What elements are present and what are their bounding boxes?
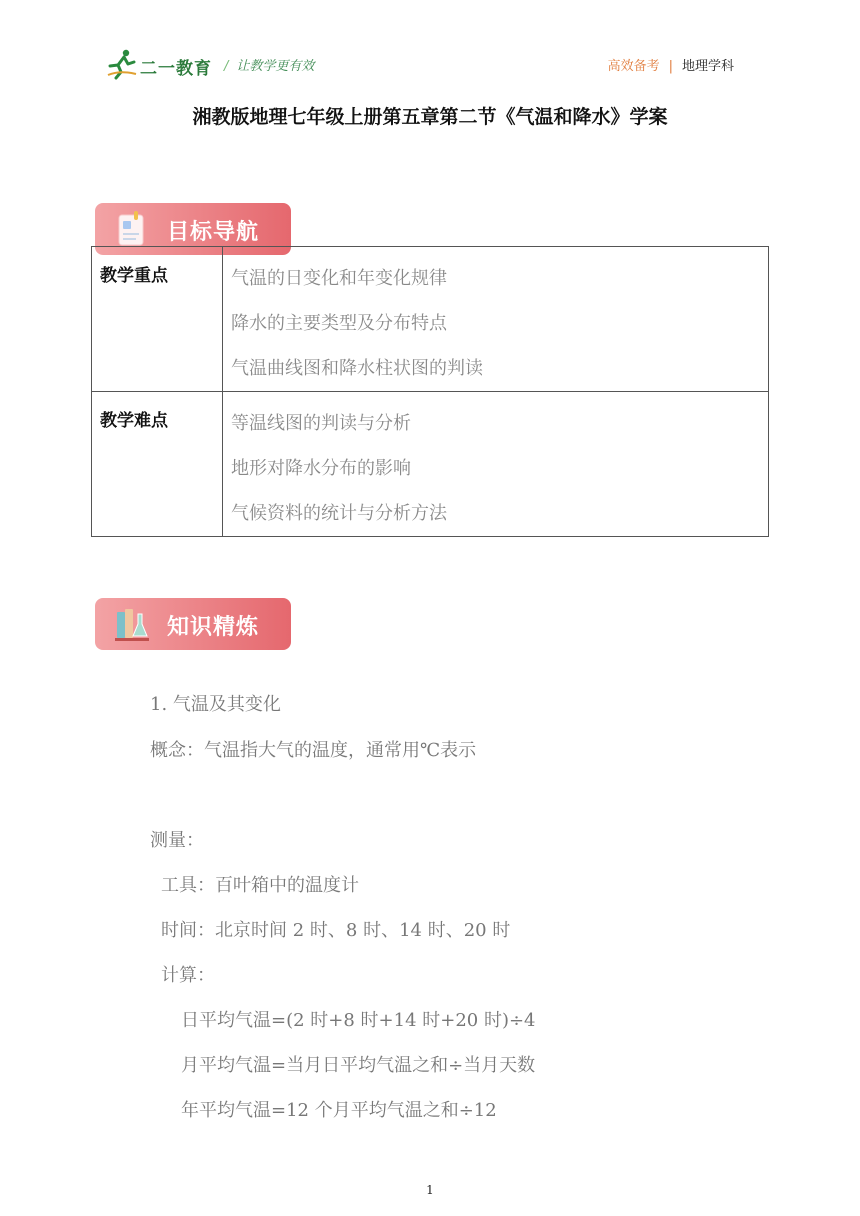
tool-text: 工具：百叶箱中的温度计 [161,875,359,896]
row-header: 教学重点 [92,247,223,392]
document-title: 湘教版地理七年级上册第五章第二节《气温和降水》学案 [192,106,668,128]
concept-text: 概念：气温指大气的温度，通常用℃表示 [150,740,477,761]
row-header: 教学难点 [92,392,223,537]
time-text: 时间：北京时间 2 时、8 时、14 时、20 时 [161,920,511,941]
list-item: 气温曲线图和降水柱状图的判读 [231,358,483,379]
brand-name: 二一教育 [140,59,212,79]
list-item: 地形对降水分布的影响 [231,458,411,479]
header-tags: 高效备考 | 地理学科 [607,59,734,74]
content-heading: 1. 气温及其变化 [150,694,281,715]
section-label: 目标导航 [167,220,260,245]
brand-slogan: / 让教学更有效 [224,59,315,74]
list-item: 气温的日变化和年变化规律 [231,268,447,289]
row-items [223,247,769,392]
goals-table [91,246,769,537]
yearly-formula: 年平均气温=12 个月平均气温之和÷12 [181,1100,497,1121]
exam-tag: 高效备考 [607,59,660,74]
page-header [0,0,860,90]
monthly-formula: 月平均气温=当月日平均气温之和÷当月天数 [181,1055,536,1076]
section-banner-knowledge [95,598,291,650]
calc-label: 计算： [161,965,215,986]
row-items [223,392,769,537]
daily-formula: 日平均气温=(2 时+8 时+14 时+20 时)÷4 [181,1010,536,1031]
list-item: 气候资料的统计与分析方法 [231,503,447,524]
measure-label: 测量： [150,830,204,851]
books-flask-icon [115,606,149,642]
list-item: 等温线图的判读与分析 [231,413,411,434]
subject-tag: 地理学科 [681,59,734,74]
table-row [92,247,769,392]
list-item: 降水的主要类型及分布特点 [231,313,447,334]
section-label: 知识精炼 [167,615,260,640]
document-icon [115,211,149,247]
table-row [92,392,769,537]
runner-logo-icon [106,48,138,80]
page-number: 1 [426,1183,434,1197]
